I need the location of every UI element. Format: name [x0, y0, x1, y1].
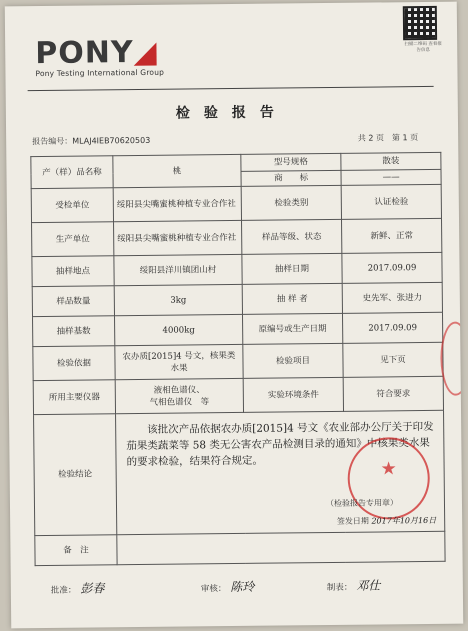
- pony-logo: [35, 35, 164, 78]
- environment-label: 实验环境条件: [243, 377, 343, 412]
- signature-row: [50, 576, 443, 596]
- grade-label: 样品等级、状态: [242, 219, 342, 254]
- sampling-place-label: 抽样地点: [32, 256, 114, 287]
- basis-label: 检验依据: [33, 346, 115, 381]
- basis-value: 农办质[2015]4 号文，核果类水果: [115, 344, 243, 379]
- inspection-type-label: 检验类别: [241, 185, 341, 220]
- conclusion-text: 该批次产品依据农办质[2015]4 号文《农业部办公厅关于印发茄果类蔬菜等 58 类无公害农产品检测目录的通知》中核果类水果的要求检验，结果符合规定。: [126, 420, 434, 469]
- seal-note: （检验报告专用章）: [325, 498, 399, 509]
- sampling-date-value: 2017.09.09: [342, 252, 442, 283]
- inspected-unit-label: 受检单位: [31, 188, 113, 223]
- environment-value: 符合要求: [343, 376, 443, 411]
- sampling-place-value: 绥阳县洋川镇团山村: [114, 254, 242, 285]
- model-label: 型号规格: [241, 153, 341, 171]
- trademark-value: ——: [341, 169, 441, 185]
- sampling-date-label: 抽样日期: [242, 253, 342, 284]
- conclusion-label: 检验结论: [34, 414, 117, 536]
- seal-star-icon: ★: [380, 458, 397, 480]
- logo-subtitle: Pony Testing International Group: [35, 67, 165, 79]
- sampler-label: 抽 样 者: [242, 283, 342, 314]
- compile-label: 制表：: [326, 582, 353, 594]
- model-value: 散装: [341, 152, 441, 170]
- qr-code-icon: [403, 6, 437, 40]
- review-label: 审核：: [200, 584, 227, 595]
- instruments-label: 所用主要仪器: [33, 380, 115, 415]
- report-number: 报告编号：MLAJ4IEB70620503: [32, 135, 151, 147]
- remarks-label: 备 注: [35, 535, 117, 566]
- grade-value: 新鲜、正常: [342, 218, 442, 253]
- compile-handwriting: 邓仕: [356, 578, 381, 593]
- instruments-line-2: 气相色谱仪 等: [149, 396, 210, 408]
- product-name-label: 产（样）品名称: [31, 156, 113, 189]
- logo-wordmark: PONY◢: [35, 34, 158, 72]
- product-name-value: 桃: [113, 154, 241, 187]
- page-info: 共 2 页 第 1 页: [357, 133, 419, 143]
- approve-signature: [51, 579, 105, 597]
- trademark-label: 商 标: [241, 170, 341, 186]
- compile-signature: [327, 576, 381, 594]
- base-label: 抽样基数: [33, 316, 115, 347]
- base-value: 4000kg: [115, 314, 243, 345]
- instruments-value: [115, 378, 243, 413]
- inspection-type-value: 认证检验: [341, 184, 441, 219]
- sign-date-label: 签发日期: [336, 516, 369, 526]
- producer-value: 绥阳县尖嘴蜜桃种植专业合作社: [114, 220, 242, 255]
- items-label: 检验项目: [243, 343, 343, 378]
- sign-date: [337, 515, 436, 528]
- sign-date-value: 2017年10月16日: [371, 515, 437, 526]
- qr-caption: 扫描二维码 查看报告信息: [404, 41, 442, 54]
- review-handwriting: 陈玲: [230, 579, 255, 595]
- sampler-value: 史先军、张进力: [342, 282, 442, 313]
- approve-handwriting: 彭春: [80, 581, 105, 596]
- report-sheet: [5, 2, 463, 629]
- page-title: 检验报告: [175, 104, 288, 122]
- quantity-value: 3kg: [114, 284, 242, 315]
- conclusion-cell: [116, 410, 445, 534]
- remarks-value: [117, 531, 445, 564]
- instruments-line-1: 液相色谱仪、: [153, 384, 205, 396]
- original-no-value: 2017.09.09: [342, 312, 442, 343]
- report-table: [30, 152, 445, 566]
- items-value: 见下页: [343, 342, 443, 377]
- review-signature: [201, 578, 255, 596]
- approve-label: 批准：: [50, 585, 77, 596]
- producer-label: 生产单位: [32, 222, 114, 257]
- quantity-label: 样品数量: [32, 286, 114, 317]
- header-divider: [28, 86, 434, 91]
- original-no-label: 原编号或生产日期: [242, 313, 342, 344]
- inspected-unit-value: 绥阳县尖嘴蜜桃种植专业合作社: [113, 186, 241, 221]
